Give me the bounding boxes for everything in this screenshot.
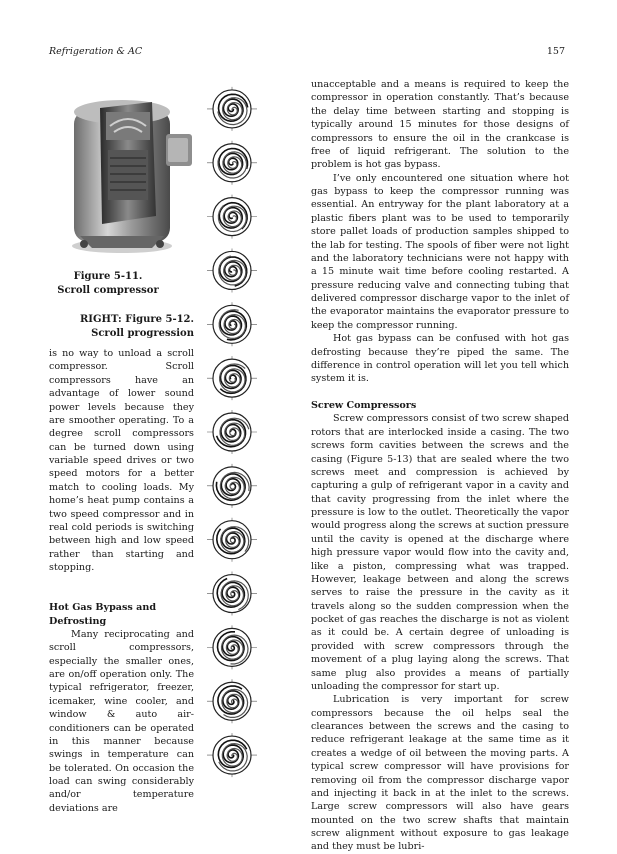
- caption-5-12-title: Scroll progression: [91, 327, 194, 339]
- right-paragraph-3: Hot gas bypass can be confused with hot gas defrosting because they’re piped the same. The difference in control operation will let you tell which system it is.: [311, 333, 569, 385]
- running-header-left: Refrigeration & AC: [49, 46, 143, 57]
- right-paragraph-4: Screw compressors consist of two screw shaped rotors that are interlocked inside a casing. The two screws form cavities between the screws and the casing (Figure 5-13) that are sealed where the two screws meet and compression is achieved by capturing a gulp of refrigerant vapor in a cavity and that cavity progressing from the inlet where the pressure is low to the outlet. Theoretically the vapor would progress along the screws at suction pressure until the cavity is opened at the discharge where high pressure vapor would flow into the cavity and, like a piston, compressing what was trapped. However, leakage between and along the screws serves to raise the pressure in the cavity as it travels along so the sudden compression when the pocket of gas reaches the discharge is not as violent as it could be. A certain degree of unloading is provided with screw compressors through the movement of a plug laying along the screws. That same plug also provides a means of partially unloading the compressor for start up.: [311, 413, 569, 692]
- right-paragraph-1: unacceptable and a means is required to keep the compressor in operation constantly. That’s because the delay time between starting and stopping is typically around 15 minutes for those designs of compressors to ensure the oil in the crankcase is free of liquid refrigerant. The solution to the problem is hot gas bypass.: [311, 79, 569, 171]
- scroll-stage-icon: [207, 572, 257, 616]
- right-paragraph-2: I’ve only encountered one situation where hot gas bypass to keep the compressor running was essential. An entryway for the plant laboratory at a plastic fibers plant was to be used to temporarily store pallet loads of production samples shipped to the lab for testing. The spools of fiber were not light and the laboratory technicians were not happy with a 15 minute wait time before cooling restarted. A pressure reducing valve and connecting tubing that delivered compressor discharge vapor to the inlet of the evaporator maintains the evaporator pressure to keep the compressor running.: [311, 172, 569, 331]
- figure-caption-5-11: [49, 270, 167, 297]
- scroll-progression-figure: [207, 82, 257, 782]
- heading-hot-gas-line1: Hot Gas Bypass and: [49, 602, 157, 614]
- scroll-stage-icon: [207, 518, 257, 562]
- scroll-stage-icon: [207, 141, 257, 185]
- mounting-foot: [80, 236, 164, 248]
- left-intro-paragraph: is no way to unload a scroll compressor. Scroll compressors have an advantage of lower sound power levels because they are smoother operating. To a degree scroll compressors can be turned down using variable speed drives or two speed motors for a better match to cooling loads. My home’s heat pump contains a two speed compressor and in real cold periods is switching between high and low speed rather than starting and stopping.: [49, 348, 194, 573]
- caption-5-11-number: Figure 5-11.: [73, 271, 143, 282]
- heading-screw-compressors: Screw Compressors: [311, 400, 417, 411]
- scroll-stage-icon: [207, 679, 257, 723]
- hot-gas-paragraph: Many reciprocating and scroll compressors, especially the smaller ones, are on/off operation only. The typical refrigerator, freezer, icemaker, wine cooler, and window & auto air-conditioners can be operated in this manner because swings in temperature can be tolerated. On occasion the load can swing considerably and/or temperature deviations are: [49, 628, 194, 814]
- heading-hot-gas-line2: Defrosting: [49, 615, 107, 627]
- right-paragraph-5: Lubrication is very important for screw compressors because the oil helps seal the clearances between the screws and the casing to reduce refrigerant leakage at the same time as it creates a wedge of oil between the moving parts. A typical screw compressor will have provisions for removing oil from the compressor discharge vapor and injecting it back in at the inlet to the screws. Large screw compressors will also have gears mounted on the two screw shafts that maintain screw alignment without exposure to gas leakage and they must be lubri-: [311, 694, 569, 853]
- scroll-stage-icon: [207, 733, 257, 777]
- scroll-stage-icon: [207, 87, 257, 131]
- scroll-stage-icon: [207, 195, 257, 239]
- scroll-stage-icon: [207, 410, 257, 454]
- scroll-compressor-photo: [60, 88, 200, 256]
- caption-5-11-title: Scroll compressor: [57, 284, 159, 296]
- page-number: 157: [546, 46, 565, 57]
- scroll-stage-icon: [207, 625, 257, 669]
- scroll-stage-icon: [207, 248, 257, 292]
- scroll-stage-icon: [207, 356, 257, 400]
- scroll-stage-icon: [207, 464, 257, 508]
- right-text-column: [311, 78, 569, 854]
- scroll-stage-icon: [207, 302, 257, 346]
- figure-caption-5-12: [49, 313, 194, 340]
- left-text-column: [49, 347, 194, 815]
- caption-5-12-number: RIGHT: Figure 5-12.: [79, 314, 194, 325]
